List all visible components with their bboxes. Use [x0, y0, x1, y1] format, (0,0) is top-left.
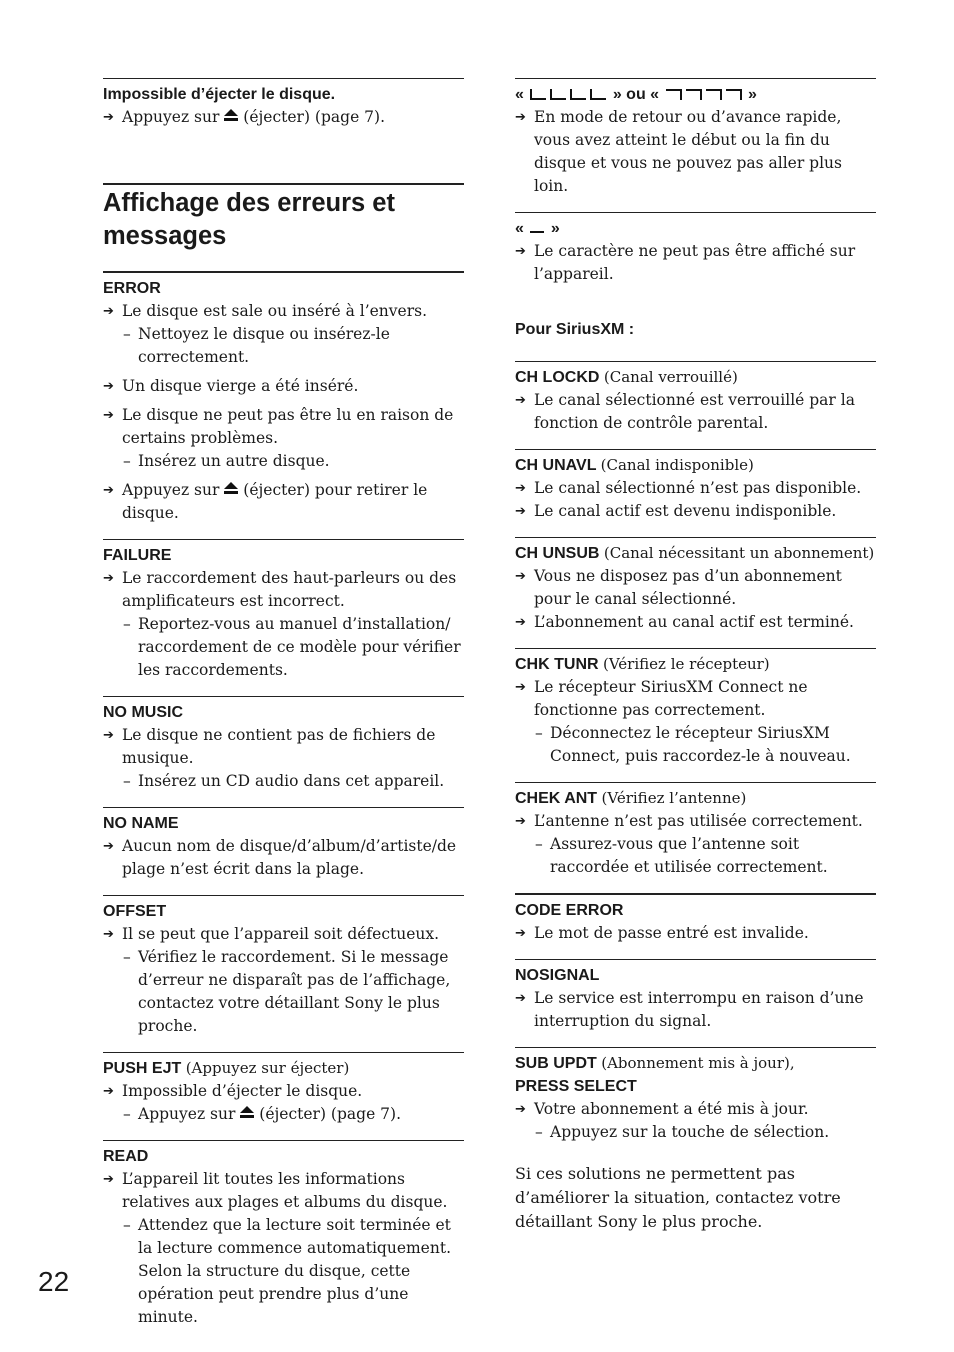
close-quote: »	[612, 86, 622, 103]
entry-description: (Canal indisponible)	[600, 456, 754, 474]
cause-text: (éjecter) pour retirer le disque.	[122, 481, 428, 522]
arrow-icon: ➔	[515, 814, 526, 829]
cause-text: Le caractère ne peut pas être affiché sur l’appareil.	[534, 242, 856, 283]
entry-read	[103, 1140, 464, 1329]
solution-text: Appuyez sur	[122, 108, 220, 126]
cause-text: Appuyez sur	[122, 481, 220, 499]
dash-mark: –	[123, 452, 131, 470]
close-quote: »	[747, 86, 757, 103]
arrow-icon: ➔	[103, 110, 114, 125]
dash-mark: –	[123, 615, 131, 633]
entry-description: (Canal nécessitant un abonnement)	[603, 544, 875, 562]
entry-description: (Vérifiez l’antenne)	[601, 789, 747, 807]
arrow-icon: ➔	[515, 504, 526, 519]
cause-line	[103, 375, 464, 398]
entry-heading: PUSH EJT	[103, 1060, 182, 1077]
dash-mark: –	[123, 1216, 131, 1234]
entry-heading: NO MUSIC	[103, 704, 183, 721]
entry-chek-ant	[515, 782, 876, 879]
segment-m-icon	[528, 220, 546, 237]
entry-heading: READ	[103, 1148, 149, 1165]
entry-heading: CODE ERROR	[515, 902, 624, 919]
cause-text: Vous ne disposez pas d’un abonnement pour le canal sélectionné.	[534, 567, 842, 608]
remedy-text: Reportez-vous au manuel d’installation/ raccordement de ce modèle pour vérifier les raccordements.	[138, 615, 461, 679]
cause-text: Le mot de passe entré est invalide.	[534, 924, 809, 942]
arrow-icon: ➔	[515, 244, 526, 259]
remedy-line	[103, 613, 464, 682]
cause-line	[103, 300, 464, 323]
entry-heading-row	[515, 787, 876, 810]
cause-line	[103, 724, 464, 770]
cause-line	[515, 565, 876, 611]
remedy-text: (éjecter) (page 7).	[259, 1105, 401, 1123]
cause-text: Le canal actif est devenu indisponible.	[534, 502, 837, 520]
remedy-line	[103, 323, 464, 369]
siriusxm-label: Pour SiriusXM :	[515, 321, 635, 338]
entry-heading-row	[515, 454, 876, 477]
arrow-icon: ➔	[103, 927, 114, 942]
entry-description: (Vérifiez le récepteur)	[603, 655, 770, 673]
entry-description: (Canal verrouillé)	[603, 368, 738, 386]
entry-no-name	[103, 807, 464, 881]
entry-heading: SUB UPDT	[515, 1055, 597, 1072]
remedy-text: Appuyez sur la touche de sélection.	[550, 1123, 830, 1141]
entry-heading: FAILURE	[103, 547, 172, 564]
arrow-icon: ➔	[103, 839, 114, 854]
remedy-line	[103, 1103, 464, 1126]
eject-icon	[240, 1105, 254, 1123]
arrow-icon: ➔	[515, 481, 526, 496]
cause-text: Le canal sélectionné n’est pas disponible.	[534, 479, 862, 497]
left-column	[103, 78, 464, 1329]
entry-heading: PRESS SELECT	[515, 1078, 637, 1095]
right-column	[515, 78, 876, 1234]
cause-text: L’abonnement au canal actif est terminé.	[534, 613, 854, 631]
entry-segments	[515, 78, 876, 198]
cause-line	[103, 1168, 464, 1214]
cause-line	[515, 1098, 876, 1121]
entry-heading: ERROR	[103, 280, 161, 297]
dash-mark: –	[535, 835, 543, 853]
arrow-icon: ➔	[515, 991, 526, 1006]
eject-icon	[224, 481, 238, 499]
cause-line	[515, 477, 876, 500]
entry-heading-row	[515, 542, 876, 565]
open-quote: «	[650, 86, 660, 103]
arrow-icon: ➔	[103, 304, 114, 319]
cause-text: En mode de retour ou d’avance rapide, vous avez atteint le début ou la fin du disque et vous ne pouvez pas aller plus loin.	[534, 108, 842, 195]
page-number: 22	[38, 1266, 70, 1297]
entry-heading: Impossible d’éjecter le disque.	[103, 86, 336, 103]
cause-line	[515, 389, 876, 435]
cause-line	[103, 835, 464, 881]
arrow-icon: ➔	[515, 110, 526, 125]
entry-no-music	[103, 696, 464, 793]
entry-eject-impossible	[103, 78, 464, 129]
section-title-block	[103, 183, 464, 273]
remedy-line	[103, 450, 464, 473]
arrow-icon: ➔	[103, 483, 114, 498]
entry-heading-row	[515, 1052, 876, 1075]
arrow-icon: ➔	[515, 393, 526, 408]
entry-heading: CH LOCKD	[515, 369, 600, 386]
segment-r-icon	[664, 86, 744, 103]
cause-text: Aucun nom de disque/d’album/d’artiste/de plage n’est écrit dans la plage.	[122, 837, 457, 878]
entry-heading: CHK TUNR	[515, 656, 599, 673]
entry-description: (Abonnement mis à jour),	[601, 1054, 795, 1072]
open-quote: «	[515, 86, 524, 103]
entry-push-ejt	[103, 1052, 464, 1126]
cause-text: Impossible d’éjecter le disque.	[122, 1082, 363, 1100]
remedy-line	[515, 1121, 876, 1144]
entry-ch-lockd	[515, 361, 876, 435]
entry-heading-row	[515, 366, 876, 389]
cause-text: L’antenne n’est pas utilisée correctement.	[534, 812, 863, 830]
arrow-icon: ➔	[515, 926, 526, 941]
cause-line	[515, 611, 876, 634]
cause-text: Le service est interrompu en raison d’une interruption du signal.	[534, 989, 864, 1030]
remedy-text: Vérifiez le raccordement. Si le message d’erreur ne disparaît pas de l’affichage, contactez votre détaillant Sony le plus proche.	[138, 948, 451, 1035]
cause-line	[103, 479, 464, 525]
dash-mark: –	[535, 724, 543, 742]
arrow-icon: ➔	[515, 1102, 526, 1117]
remedy-text: Appuyez sur	[138, 1105, 236, 1123]
remedy-line	[103, 770, 464, 793]
cause-line	[515, 240, 876, 286]
arrow-icon: ➔	[103, 571, 114, 586]
remedy-text: Insérez un autre disque.	[138, 452, 330, 470]
entry-heading-row	[103, 1057, 464, 1080]
entry-dash-char	[515, 212, 876, 286]
close-quote: »	[550, 220, 560, 237]
entry-ch-unavl	[515, 449, 876, 523]
solution-text: (éjecter) (page 7).	[243, 108, 385, 126]
remedy-text: Assurez-vous que l’antenne soit raccordée et utilisée correctement.	[550, 835, 828, 876]
remedy-text: Déconnectez le récepteur SiriusXM Connect, puis raccordez-le à nouveau.	[550, 724, 851, 765]
arrow-icon: ➔	[103, 1084, 114, 1099]
entry-error	[103, 273, 464, 525]
dash-mark: –	[123, 1105, 131, 1123]
entry-code-error	[515, 893, 876, 945]
entry-chk-tunr	[515, 648, 876, 768]
cause-line	[515, 810, 876, 833]
entry-heading: CH UNAVL	[515, 457, 597, 474]
entry-heading: NOSIGNAL	[515, 967, 600, 984]
cause-text: Le récepteur SiriusXM Connect ne fonctionne pas correctement.	[534, 678, 808, 719]
entry-heading: OFFSET	[103, 903, 167, 920]
cause-text: Le disque ne contient pas de fichiers de musique.	[122, 726, 436, 767]
cause-text: Il se peut que l’appareil soit défectueux.	[122, 925, 440, 943]
entry-sub-updt	[515, 1047, 876, 1144]
cause-line	[103, 1080, 464, 1103]
entry-heading: CH UNSUB	[515, 545, 600, 562]
eject-icon	[224, 108, 238, 126]
cause-line	[515, 500, 876, 523]
dash-heading	[515, 217, 876, 240]
open-quote: «	[515, 220, 524, 237]
remedy-line	[103, 946, 464, 1038]
cause-line	[103, 923, 464, 946]
remedy-line	[515, 722, 876, 768]
remedy-line	[515, 833, 876, 879]
cause-line	[103, 567, 464, 613]
cause-line	[515, 922, 876, 945]
arrow-icon: ➔	[103, 1172, 114, 1187]
solution-line	[103, 106, 464, 129]
segment-l-icon	[528, 86, 608, 103]
arrow-icon: ➔	[515, 569, 526, 584]
entry-failure	[103, 539, 464, 682]
entry-heading: NO NAME	[103, 815, 179, 832]
ou-word: ou	[626, 86, 646, 103]
section-title: Affichage des erreurs et messages	[103, 189, 395, 250]
arrow-icon: ➔	[103, 408, 114, 423]
cause-line	[103, 404, 464, 450]
cause-text: L’appareil lit toutes les informations relatives aux plages et albums du disque.	[122, 1170, 448, 1211]
entry-nosignal	[515, 959, 876, 1033]
remedy-line	[103, 1214, 464, 1329]
closing-note: Si ces solutions ne permettent pas d’améliorer la situation, contactez votre détaillant Sony le plus proche.	[515, 1164, 841, 1231]
dash-mark: –	[123, 772, 131, 790]
cause-line	[515, 987, 876, 1033]
cause-text: Le canal sélectionné est verrouillé par la fonction de contrôle parental.	[534, 391, 855, 432]
dash-mark: –	[123, 325, 131, 343]
cause-text: Le disque ne peut pas être lu en raison de certains problèmes.	[122, 406, 454, 447]
cause-text: Un disque vierge a été inséré.	[122, 377, 359, 395]
dash-mark: –	[535, 1123, 543, 1141]
entry-heading-row	[515, 653, 876, 676]
remedy-text: Nettoyez le disque ou insérez-le correctement.	[138, 325, 390, 366]
entry-heading: CHEK ANT	[515, 790, 598, 807]
cause-text: Votre abonnement a été mis à jour.	[534, 1100, 809, 1118]
segment-heading	[515, 83, 876, 106]
entry-offset	[103, 895, 464, 1038]
dash-mark: –	[123, 948, 131, 966]
remedy-text: Insérez un CD audio dans cet appareil.	[138, 772, 445, 790]
entry-ch-unsub	[515, 537, 876, 634]
cause-text: Le raccordement des haut-parleurs ou des amplificateurs est incorrect.	[122, 569, 457, 610]
entry-description: (Appuyez sur éjecter)	[185, 1059, 350, 1077]
arrow-icon: ➔	[103, 379, 114, 394]
arrow-icon: ➔	[103, 728, 114, 743]
remedy-text: Attendez que la lecture soit terminée et la lecture commence automatiquement. Selon la structure du disque, cette opération peut prendre plus d’une minute.	[138, 1216, 451, 1326]
arrow-icon: ➔	[515, 615, 526, 630]
cause-line	[515, 106, 876, 198]
cause-line	[515, 676, 876, 722]
arrow-icon: ➔	[515, 680, 526, 695]
cause-text: Le disque est sale ou inséré à l’envers.	[122, 302, 428, 320]
